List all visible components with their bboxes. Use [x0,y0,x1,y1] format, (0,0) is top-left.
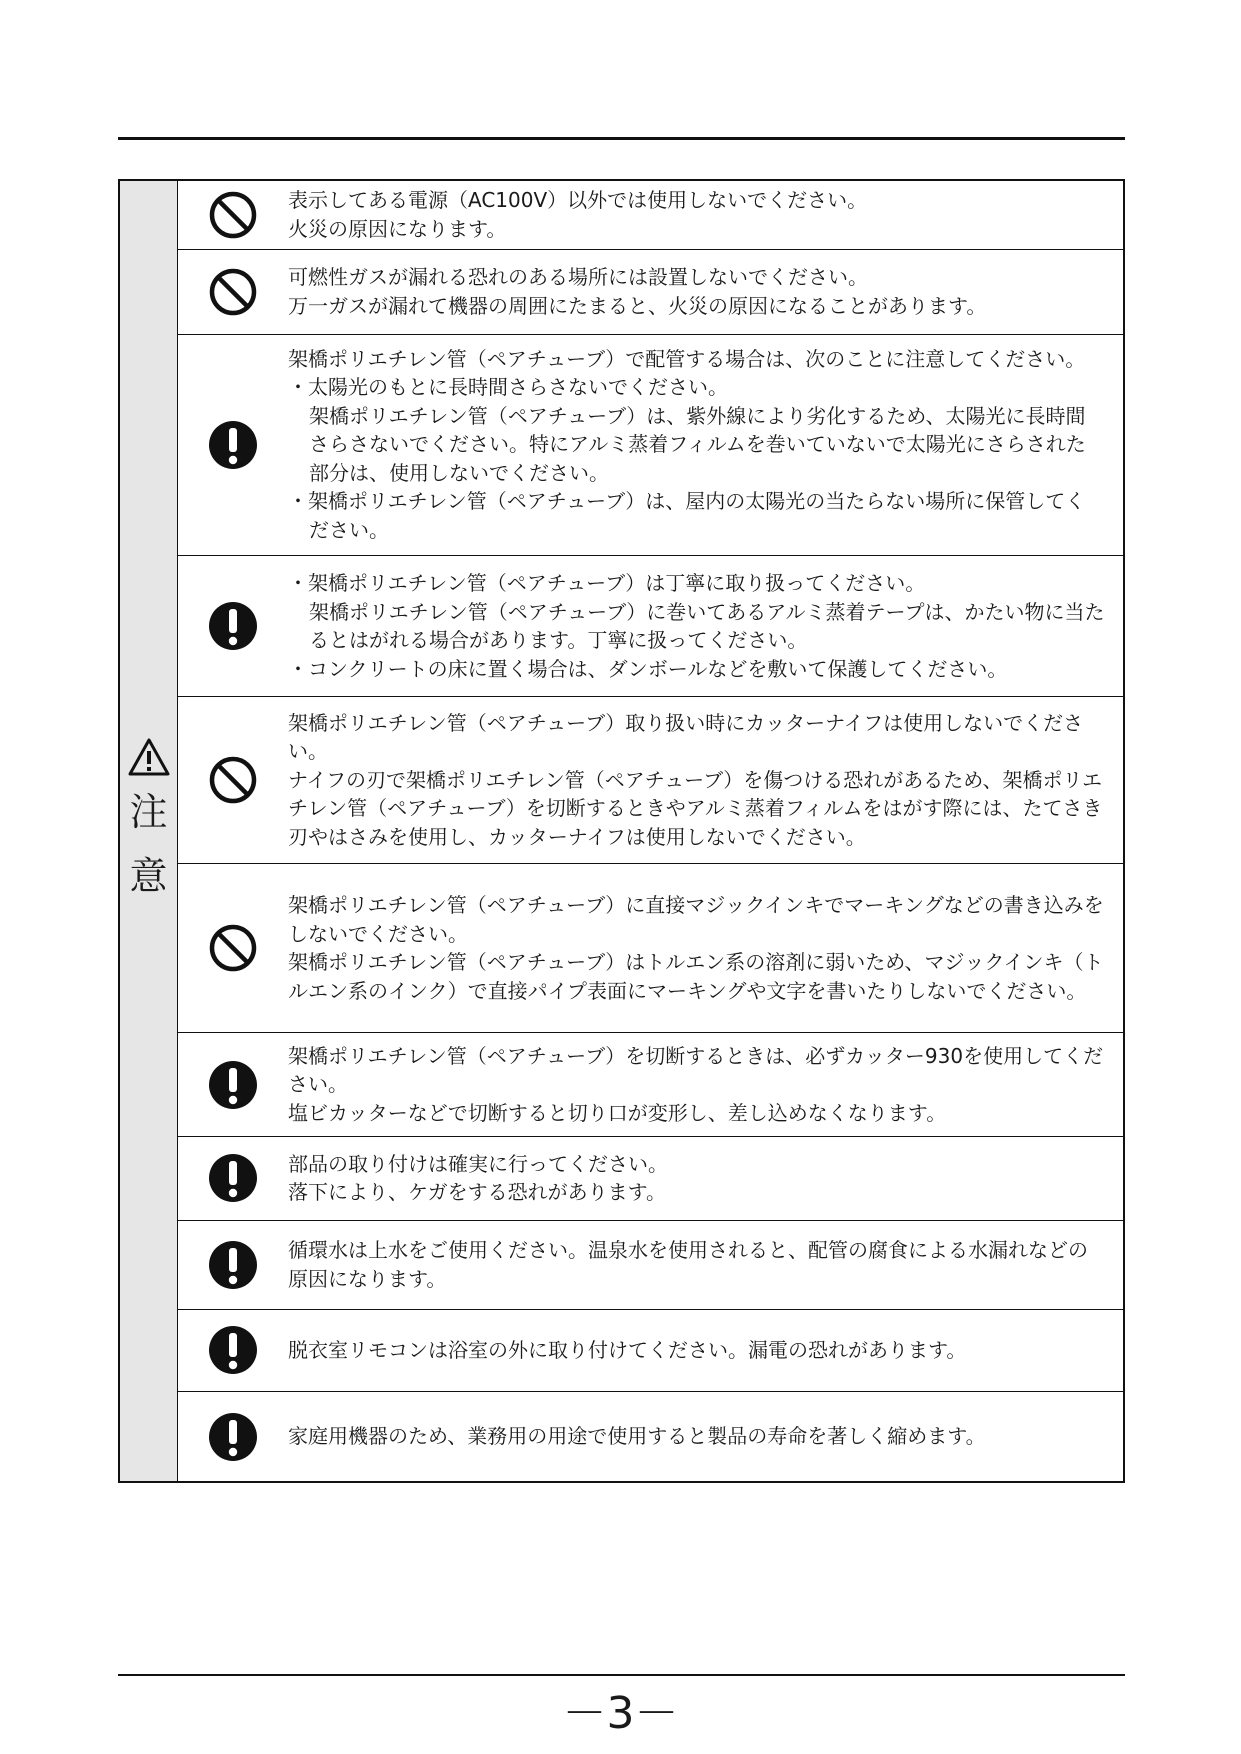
mandatory-icon [178,1324,288,1376]
caution-row [178,556,1123,698]
caution-table [118,179,1125,1483]
caution-row [178,335,1123,556]
mandatory-icon [178,1059,288,1111]
prohibition-icon [178,190,288,240]
caution-line: 架橋ポリエチレン管（ペアチューブ）で配管する場合は、次のことに注意してください。 [288,346,1086,371]
caution-line: 家庭用機器のため、業務用の用途で使用すると製品の寿命を著しく縮めます。 [288,1424,986,1449]
mandatory-icon [178,1152,288,1204]
caution-line: ・コンクリートの床に置く場合は、ダンボールなどを敷いて保護してください。 [288,656,1008,681]
caution-line: 部品の取り付けは確実に行ってください。 [288,1151,668,1176]
mandatory-icon [178,1411,288,1463]
caution-row [178,1392,1123,1481]
caution-text [288,1042,1123,1128]
caution-char-1: 注 [129,790,168,834]
bottom-rule [118,1674,1125,1676]
caution-line: 架橋ポリエチレン管（ペアチューブ）は、紫外線により劣化するため、太陽光に長時間さらさないでください。特にアルミ蒸着フィルムを巻いていないで太陽光にさらされた部分は、使用しないでください。 [309,403,1086,485]
caution-text [288,186,1123,243]
caution-row [178,1310,1123,1393]
caution-line: 万一ガスが漏れて機器の周囲にたまると、火災の原因になることがあります。 [288,293,987,318]
caution-line: 落下により、ケガをする恐れがあります。 [288,1180,666,1205]
caution-text [288,709,1123,852]
caution-line: ・太陽光のもとに長時間さらさないでください。 [288,375,728,400]
caution-char-2: 意 [129,854,168,898]
caution-line: 表示してある電源（AC100V）以外では使用しないでください。 [288,188,868,213]
caution-line: 架橋ポリエチレン管（ペアチューブ）に直接マジックインキでマーキングなどの書き込みをしないでください。 [288,893,1104,946]
caution-rows [178,181,1123,1481]
mandatory-icon [178,419,288,471]
caution-text [288,1422,1123,1451]
mandatory-icon [178,600,288,652]
caution-text [288,1150,1123,1207]
caution-line: 架橋ポリエチレン管（ペアチューブ）取り扱い時にカッターナイフは使用しないでください。 [288,710,1084,764]
caution-text [288,569,1123,683]
caution-row [178,697,1123,863]
caution-text [288,1236,1123,1293]
prohibition-icon [178,923,288,973]
caution-row [178,1137,1123,1221]
caution-line: 塩ビカッターなどで切断すると切り口が変形し、差し込めなくなります。 [288,1100,947,1125]
top-rule [118,137,1125,140]
caution-line: ・架橋ポリエチレン管（ペアチューブ）は、屋内の太陽光の当たらない場所に保管してください。 [288,489,1086,542]
caution-text [288,263,1123,320]
caution-row [178,1221,1123,1310]
prohibition-icon [178,755,288,805]
page-number: －3－ [562,1688,679,1739]
caution-line: 循環水は上水をご使用ください。温泉水を使用されると、配管の腐食による水漏れなどの原因になります。 [288,1238,1088,1291]
mandatory-icon [178,1239,288,1291]
caution-line: ナイフの刃で架橋ポリエチレン管（ペアチューブ）を傷つける恐れがあるため、架橋ポリエチレン管（ペアチューブ）を切断するときやアルミ蒸着フィルムをはがす際には、たてさき刃やはさみを使用し、カッターナイフは使用しないでください。 [288,767,1103,849]
caution-text [288,345,1123,545]
caution-line: 架橋ポリエチレン管（ペアチューブ）はトルエン系の溶剤に弱いため、マジックインキ（トルエン系のインク）で直接パイプ表面にマーキングや文字を書いたりしないでください。 [288,950,1104,1003]
caution-text [288,891,1123,1005]
caution-row [178,1033,1123,1137]
caution-line: ・架橋ポリエチレン管（ペアチューブ）は丁寧に取り扱ってください。 [288,571,926,596]
caution-line: 架橋ポリエチレン管（ペアチューブ）に巻いてあるアルミ蒸着テープは、かたい物に当たるとはがれる場合があります。丁寧に扱ってください。 [309,599,1105,653]
prohibition-icon [178,267,288,317]
caution-line: 可燃性ガスが漏れる恐れのある場所には設置しないでください。 [288,265,868,290]
warning-triangle-icon [127,737,171,777]
caution-row [178,250,1123,335]
caution-line: 脱衣室リモコンは浴室の外に取り付けてください。漏電の恐れがあります。 [288,1338,967,1363]
caution-line: 架橋ポリエチレン管（ペアチューブ）を切断するときは、必ずカッター930を使用してください。 [288,1043,1104,1097]
caution-side-label [120,181,178,1481]
caution-line: 火災の原因になります。 [288,216,507,241]
caution-row [178,181,1123,250]
caution-text [288,1336,1123,1365]
caution-row [178,864,1123,1033]
